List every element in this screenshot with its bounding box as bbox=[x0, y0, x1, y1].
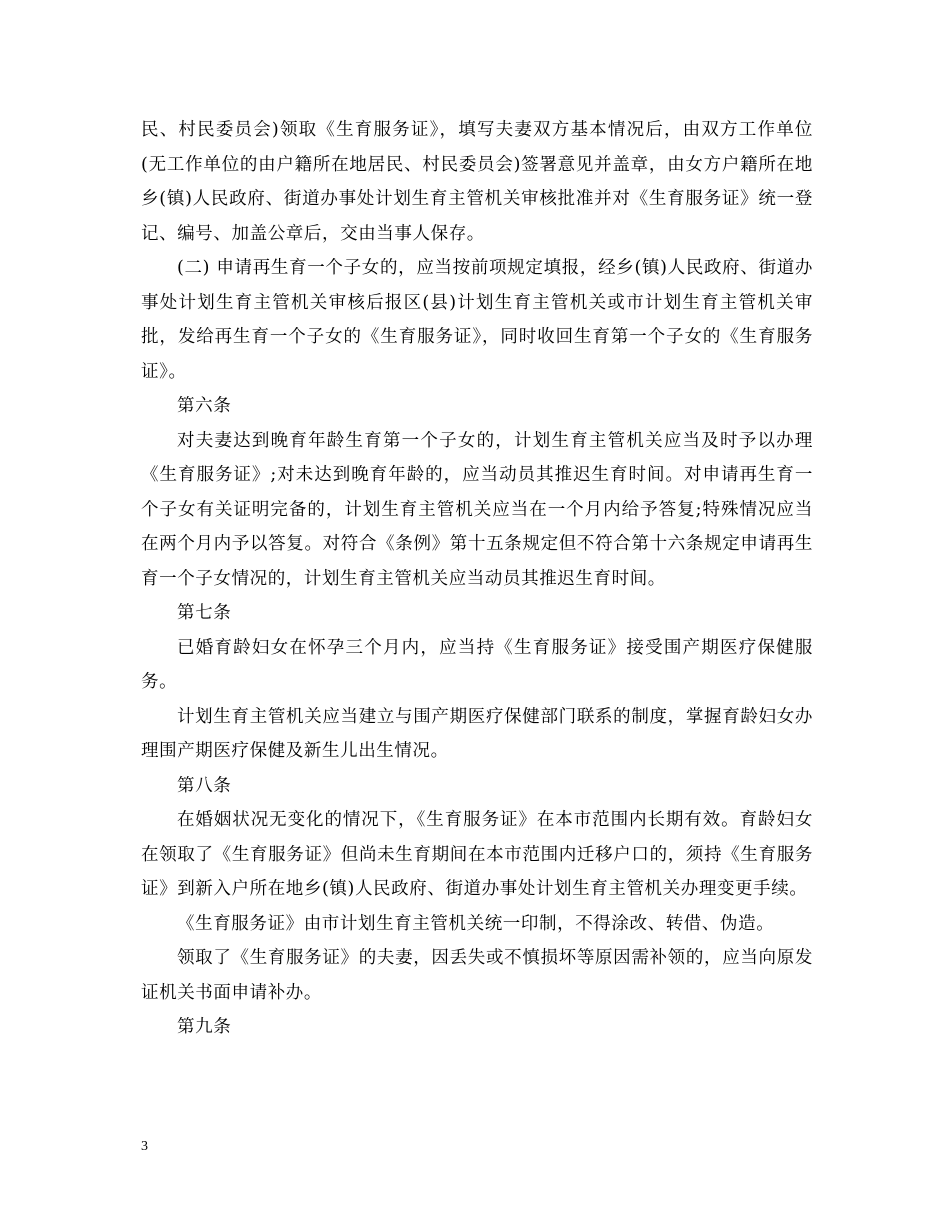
article-8-body-1: 在婚姻状况无变化的情况下，《生育服务证》在本市范围内长期有效。育龄妇女在领取了《生育服务证》但尚未生育期间在本市范围内迁移户口的，须持《生育服务证》到新入户所在地乡(镇)人民政府、街道办事处计划生育主管机关办理变更手续。 bbox=[141, 810, 813, 899]
paragraph-continuation: 民、村民委员会)领取《生育服务证》，填写夫妻双方基本情况后，由双方工作单位(无工作单位的由户籍所在地居民、村民委员会)签署意见并盖章，由女方户籍所在地乡(镇)人民政府、街道办事处计划生育主管机关审核批准并对《生育服务证》统一登记、编号、加盖公章后，交由当事人保存。 bbox=[141, 120, 813, 244]
article-heading-8: 第八条 bbox=[177, 775, 232, 796]
article-8-body-3: 领取了《生育服务证》的夫妻，因丢失或不慎损坏等原因需补领的，应当向原发证机关书面申请补办。 bbox=[141, 948, 813, 1003]
article-7-body-2: 计划生育主管机关应当建立与围产期医疗保健部门联系的制度，掌握育龄妇女办理围产期医疗保健及新生儿出生情况。 bbox=[141, 706, 813, 761]
page-number: 3 bbox=[141, 1139, 148, 1154]
article-8-body-2: 《生育服务证》由市计划生育主管机关统一印制，不得涂改、转借、伪造。 bbox=[177, 913, 775, 934]
paragraph-item-two: (二) 申请再生育一个子女的，应当按前项规定填报，经乡(镇)人民政府、街道办事处计划生育主管机关审核后报区(县)计划生育主管机关或市计划生育主管机关审批，发给再生育一个子女的《生育服务证》，同时收回生育第一个子女的《生育服务证》。 bbox=[141, 258, 813, 382]
article-7-body-1: 已婚育龄妇女在怀孕三个月内，应当持《生育服务证》接受围产期医疗保健服务。 bbox=[141, 637, 813, 692]
article-heading-7: 第七条 bbox=[177, 603, 232, 623]
article-heading-9: 第九条 bbox=[177, 1017, 232, 1037]
article-heading-6: 第六条 bbox=[177, 396, 232, 416]
article-6-body: 对夫妻达到晚育年龄生育第一个子女的，计划生育主管机关应当及时予以办理《生育服务证》;对未达到晚育年龄的，应当动员其推迟生育时间。对申请再生育一个子女有关证明完备的，计划生育主管机关应当在一个月内给予答复;特殊情况应当在两个月内予以答复。对符合《条例》第十五条规定但不符合第十六条规定申请再生育一个子女情况的，计划生育主管机关应当动员其推迟生育时间。 bbox=[141, 430, 813, 589]
document-body bbox=[141, 113, 813, 1045]
